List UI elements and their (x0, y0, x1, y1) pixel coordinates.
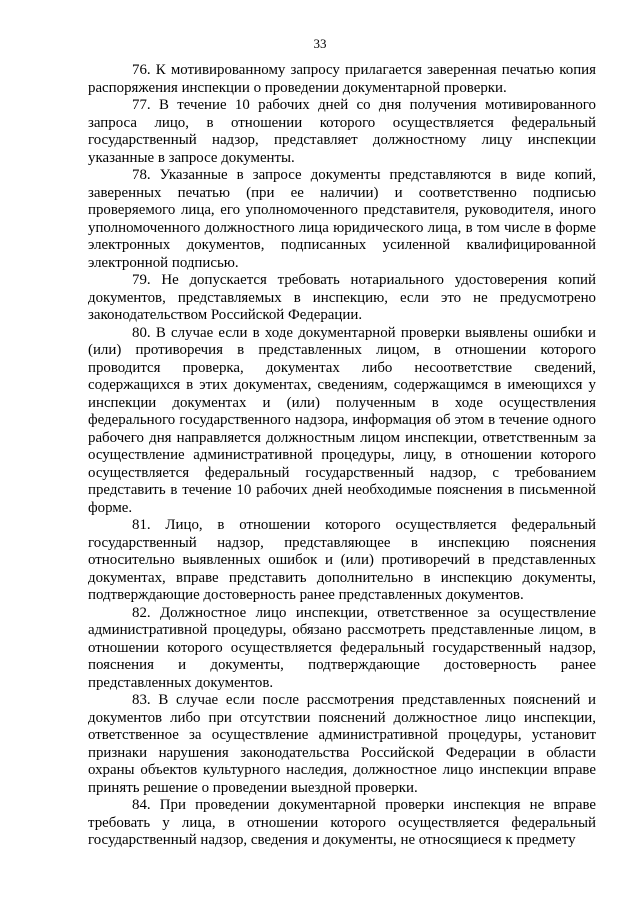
paragraph-77: 77. В течение 10 рабочих дней со дня получения мотивированного запроса лицо, в отношении которого осуществляется федеральный государственный надзор, представляет должностному лицу инспекции указанные в запросе документы. (88, 97, 596, 166)
paragraph-84: 84. При проведении документарной проверки инспекция не вправе требовать у лица, в отношении которого осуществляется федеральный государственный надзор, сведения и документы, не относящиеся к предмету (88, 797, 596, 848)
paragraph-80: 80. В случае если в ходе документарной проверки выявлены ошибки и (или) противоречия в представленных лицом, в отношении которого проводится проверка, документах либо несоответствие сведений, содержащихся в этих документах, сведениям, содержащимся в имеющихся у инспекции документах и (или) полученным в ходе осуществления федерального государственного надзора, информация об этом в течение одного рабочего дня направляется должностным лицом инспекции, ответственным за осуществление административной процедуры, лицу, в отношении которого осуществляется федеральный государственный надзор, с требованием представить в течение 10 рабочих дней необходимые пояснения в письменной форме. (88, 324, 596, 516)
paragraph-79: 79. Не допускается требовать нотариального удостоверения копий документов, представляемых в инспекцию, если это не предусмотрено законодательством Российской Федерации. (88, 272, 596, 323)
document-body (88, 62, 596, 850)
paragraph-81: 81. Лицо, в отношении которого осуществляется федеральный государственный надзор, представляющее в инспекцию пояснения относительно выявленных ошибок и (или) противоречий в представленных документах, вправе представить дополнительно в инспекцию документы, подтверждающие достоверность ранее представленных документов. (88, 517, 596, 603)
paragraph-82: 82. Должностное лицо инспекции, ответственное за осуществление административной процедуры, обязано рассмотреть представленные лицом, в отношении которого осуществляется федеральный государственный надзор, пояснения и документы, подтверждающие достоверность ранее представленных документов. (88, 604, 596, 691)
paragraph-83: 83. В случае если после рассмотрения представленных пояснений и документов либо при отсутствии пояснений должностное лицо инспекции, ответственное за осуществление административной процедуры, установит признаки нарушения законодательства Российской Федерации в области охраны объектов культурного наследия, должностное лицо инспекции вправе принять решение о проведении выездной проверки. (88, 692, 596, 796)
paragraph-78: 78. Указанные в запросе документы представляются в виде копий, заверенных печатью (при ее наличии) и соответственно подписью проверяемого лица, его уполномоченного представителя, руководителя, иного уполномоченного должностного лица юридического лица, в том числе в форме электронных документов, подписанных усиленной квалифицированной электронной подписью. (88, 167, 596, 271)
page-number: 33 (313, 36, 327, 51)
paragraph-76: 76. К мотивированному запросу прилагается заверенная печатью копия распоряжения инспекции о проведении документарной проверки. (88, 62, 596, 96)
